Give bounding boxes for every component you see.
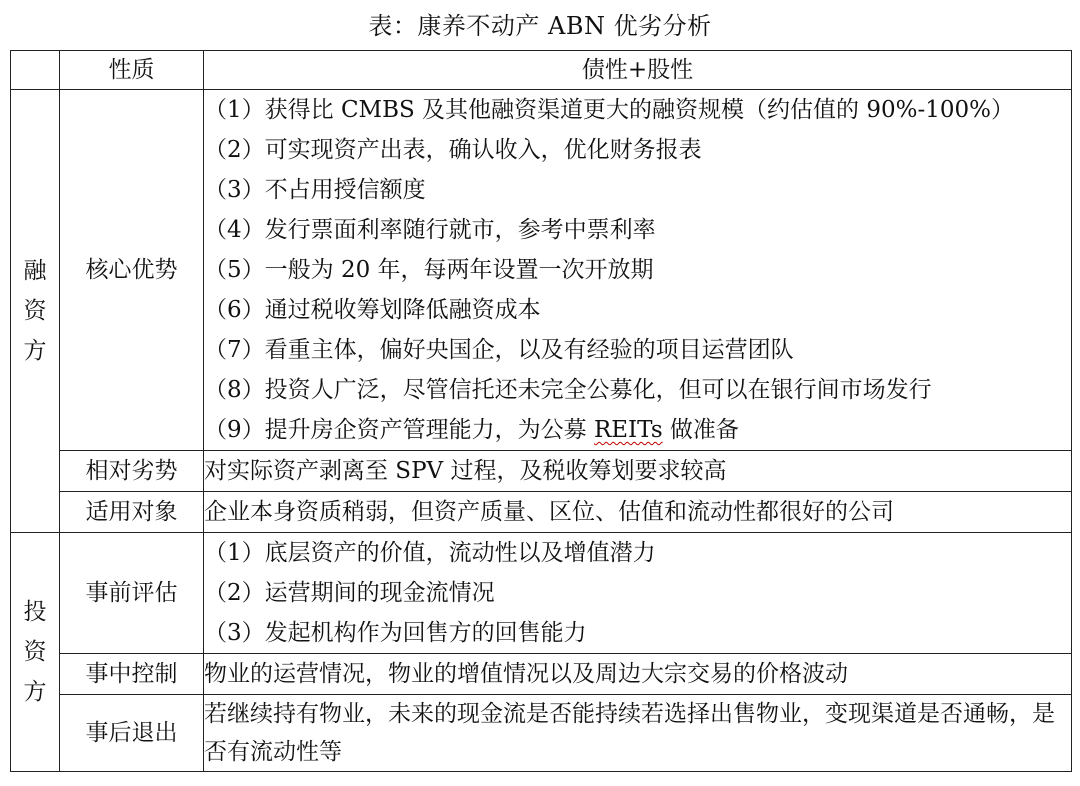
list-item: （3）不占用授信额度 (204, 177, 426, 203)
row-label-in-process: 事中控制 (60, 654, 204, 695)
list-item (204, 410, 1071, 450)
list-item: （2）运营期间的现金流情况 (204, 580, 495, 606)
table-row-applicable (11, 492, 1072, 533)
category-financing (11, 90, 60, 533)
list-item: （2）可实现资产出表，确认收入，优化财务报表 (204, 137, 702, 163)
header-row (11, 51, 1072, 90)
list-item: （6）通过税收筹划降低融资成本 (204, 297, 541, 323)
table-row-post-exit (11, 695, 1072, 772)
table-title: 表：康养不动产 ABN 优劣分析 (368, 12, 712, 40)
header-property: 性质 (60, 51, 204, 90)
item9-prefix: （9）提升房企资产管理能力，为公募 (204, 417, 594, 443)
abn-analysis-table (10, 50, 1072, 772)
relative-disadvantages-text: 对实际资产剥离至 SPV 过程，及税收筹划要求较高 (204, 451, 1072, 492)
list-item: （1）底层资产的价值，流动性以及增值潜力 (204, 540, 656, 566)
post-exit-text: 若继续持有物业，未来的现金流是否能持续若选择出售物业，变现渠道是否通畅，是否有流动性等 (204, 695, 1072, 772)
applicable-text: 企业本身资质稍弱，但资产质量、区位、估值和流动性都很好的公司 (204, 492, 1072, 533)
header-value: 债性+股性 (204, 51, 1072, 90)
row-label-applicable: 适用对象 (60, 492, 204, 533)
header-blank-cell (11, 51, 60, 90)
row-label-core-advantages: 核心优势 (60, 90, 204, 451)
item9-reits: REITs (593, 417, 663, 443)
table-row-in-process (11, 654, 1072, 695)
table-row-relative-disadvantages (11, 451, 1072, 492)
list-item: （4）发行票面利率随行就市，参考中票利率 (204, 217, 656, 243)
category-financing-label: 融资方 (23, 258, 47, 364)
list-item: （3）发起机构作为回售方的回售能力 (204, 620, 587, 646)
list-item: （5）一般为 20 年，每两年设置一次开放期 (204, 257, 654, 283)
category-investor (11, 533, 60, 772)
list-item: （7）看重主体，偏好央国企，以及有经验的项目运营团队 (204, 337, 794, 363)
table-row-pre-evaluation (11, 533, 1072, 654)
in-process-text: 物业的运营情况，物业的增值情况以及周边大宗交易的价格波动 (204, 654, 1072, 695)
category-investor-label: 投资方 (23, 599, 47, 705)
item9-suffix: 做准备 (662, 417, 739, 443)
list-item: （1）获得比 CMBS 及其他融资渠道更大的融资规模（约估值的 90%-100%） (204, 97, 1015, 123)
row-label-pre-evaluation: 事前评估 (60, 533, 204, 654)
pre-evaluation-list (204, 533, 1072, 654)
row-label-relative-disadvantages: 相对劣势 (60, 451, 204, 492)
table-row-core-advantages (11, 90, 1072, 451)
row-label-post-exit: 事后退出 (60, 695, 204, 772)
core-advantages-list (204, 90, 1072, 451)
list-item: （8）投资人广泛，尽管信托还未完全公募化，但可以在银行间市场发行 (204, 377, 932, 403)
